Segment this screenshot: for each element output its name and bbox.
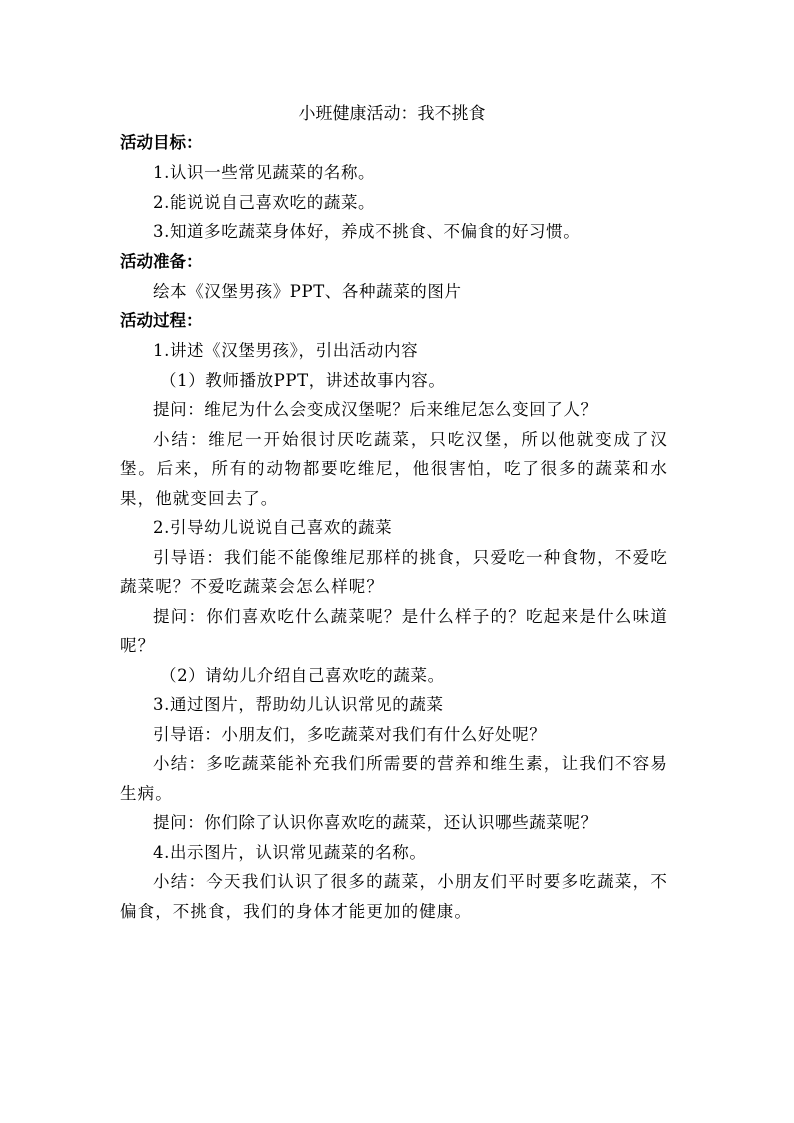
process-paragraph: 小结：多吃蔬菜能补充我们所需要的营养和维生素，让我们不容易生病。 [120, 754, 668, 803]
goal-item: 3.知道多吃蔬菜身体好，养成不挑食、不偏食的好习惯。 [153, 222, 581, 241]
process-step-heading: 2.引导幼儿说说自己喜欢的蔬菜 [153, 518, 393, 537]
process-paragraph: 提问：维尼为什么会变成汉堡呢？后来维尼怎么变回了人？ [153, 400, 598, 419]
process-paragraph: 提问：你们喜欢吃什么蔬菜呢？是什么样子的？吃起来是什么味道呢？ [120, 606, 668, 655]
section-heading-preparation: 活动准备： [120, 251, 203, 271]
process-paragraph: 引导语：我们能不能像维尼那样的挑食，只爱吃一种食物，不爱吃蔬菜呢？不爱吃蔬菜会怎么样呢？ [120, 547, 668, 596]
process-paragraph: 提问：你们除了认识你喜欢吃的蔬菜，还认识哪些蔬菜呢？ [153, 813, 598, 832]
preparation-item: 绘本《汉堡男孩》PPT、各种蔬菜的图片 [153, 281, 462, 301]
document-title: 小班健康活动：我不挑食 [298, 104, 486, 124]
process-paragraph: 小结：今天我们认识了很多的蔬菜，小朋友们平时要多吃蔬菜，不偏食，不挑食，我们的身体才能更加的健康。 [120, 872, 668, 921]
process-paragraph: （2）请幼儿介绍自己喜欢吃的蔬菜。 [160, 665, 445, 685]
section-heading-goals: 活动目标： [120, 133, 203, 152]
section-heading-process: 活动过程： [120, 311, 203, 330]
process-paragraph: 小结：维尼一开始很讨厌吃蔬菜，只吃汉堡，所以他就变成了汉堡。后来，所有的动物都要吃维尼，他很害怕，吃了很多的蔬菜和水果，他就变回去了。 [120, 429, 668, 508]
process-step-heading: 4.出示图片，认识常见蔬菜的名称。 [153, 842, 427, 862]
process-step-heading: 1.讲述《汉堡男孩》，引出活动内容 [153, 341, 419, 360]
goal-item: 2.能说说自己喜欢吃的蔬菜。 [153, 192, 376, 212]
process-paragraph: （1）教师播放PPT，讲述故事内容。 [160, 370, 446, 390]
process-step-heading: 3.通过图片，帮助幼儿认识常见的蔬菜 [153, 695, 444, 714]
goal-item: 1.认识一些常见蔬菜的名称。 [153, 163, 376, 182]
process-paragraph: 引导语：小朋友们，多吃蔬菜对我们有什么好处呢？ [153, 724, 547, 744]
document-page [120, 100, 668, 926]
